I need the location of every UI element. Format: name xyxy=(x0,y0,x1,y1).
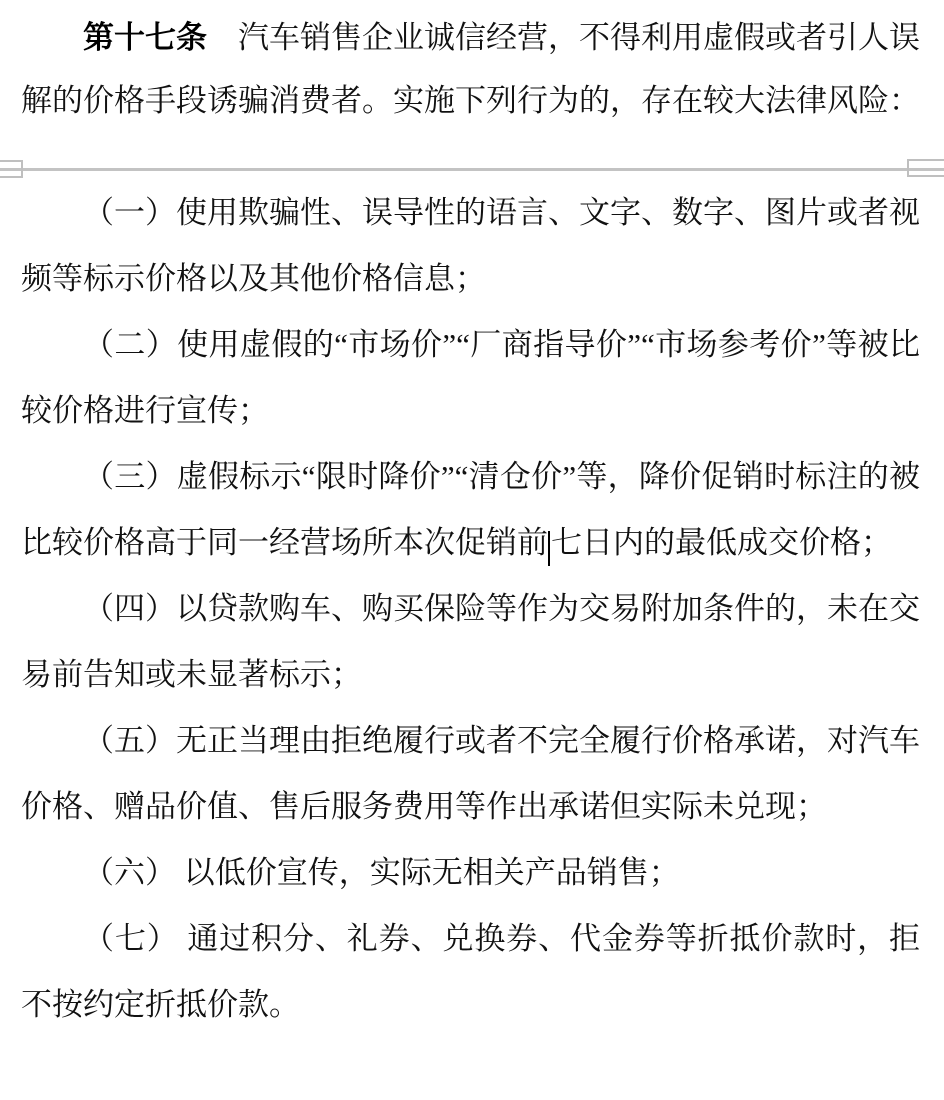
page-corner-mark-left-icon xyxy=(0,160,23,178)
clause-text: （六） 以低价宣传，实际无相关产品销售； xyxy=(83,855,680,890)
clause-item-4[interactable] xyxy=(21,576,920,708)
article-number-heading: 第十七条 xyxy=(83,20,207,55)
clause-item-3[interactable] xyxy=(21,444,920,576)
article-body-text: 汽车销售企业诚信经营，不得利用虚假或者引人误解的价格手段诱骗消费者。实施下列行为的，存在较大法律风险： xyxy=(21,20,920,118)
clause-text: （二）使用虚假的“市场价”“厂商指导价”“市场参考价”等被比较价格进行宣传； xyxy=(21,327,920,428)
clause-text: （五）无正当理由拒绝履行或者不完全履行价格承诺，对汽车价格、赠品价值、售后服务费用等作出承诺但实际未兑现； xyxy=(21,723,920,824)
page-corner-mark-right-icon xyxy=(907,159,944,177)
clause-item-7[interactable] xyxy=(21,906,920,1038)
clause-item-5[interactable] xyxy=(21,708,920,840)
clause-text-after-cursor: 七日内的最低成交价格； xyxy=(551,525,892,560)
page-break-line xyxy=(0,168,944,171)
clause-text: （四）以贷款购车、购买保险等作为交易附加条件的，未在交易前告知或未显著标示； xyxy=(21,591,920,692)
paragraph-article-17[interactable] xyxy=(21,6,920,132)
page-break-divider xyxy=(0,158,944,180)
clause-text: （一）使用欺骗性、误导性的语言、文字、数字、图片或者视频等标示价格以及其他价格信息； xyxy=(21,195,920,296)
text-cursor xyxy=(548,531,550,566)
clause-item-6[interactable] xyxy=(21,840,920,906)
clause-text: （七） 通过积分、礼券、兑换券、代金券等折抵价款时，拒不按约定折抵价款。 xyxy=(21,921,920,1022)
clause-item-1[interactable] xyxy=(21,180,920,312)
clause-text-before-cursor: （三）虚假标示“限时降价”“清仓价”等，降价促销时标注的被比较价格高于同一经营场所本次促销前 xyxy=(21,459,920,560)
clause-list xyxy=(21,180,920,1038)
clause-item-2[interactable] xyxy=(21,312,920,444)
